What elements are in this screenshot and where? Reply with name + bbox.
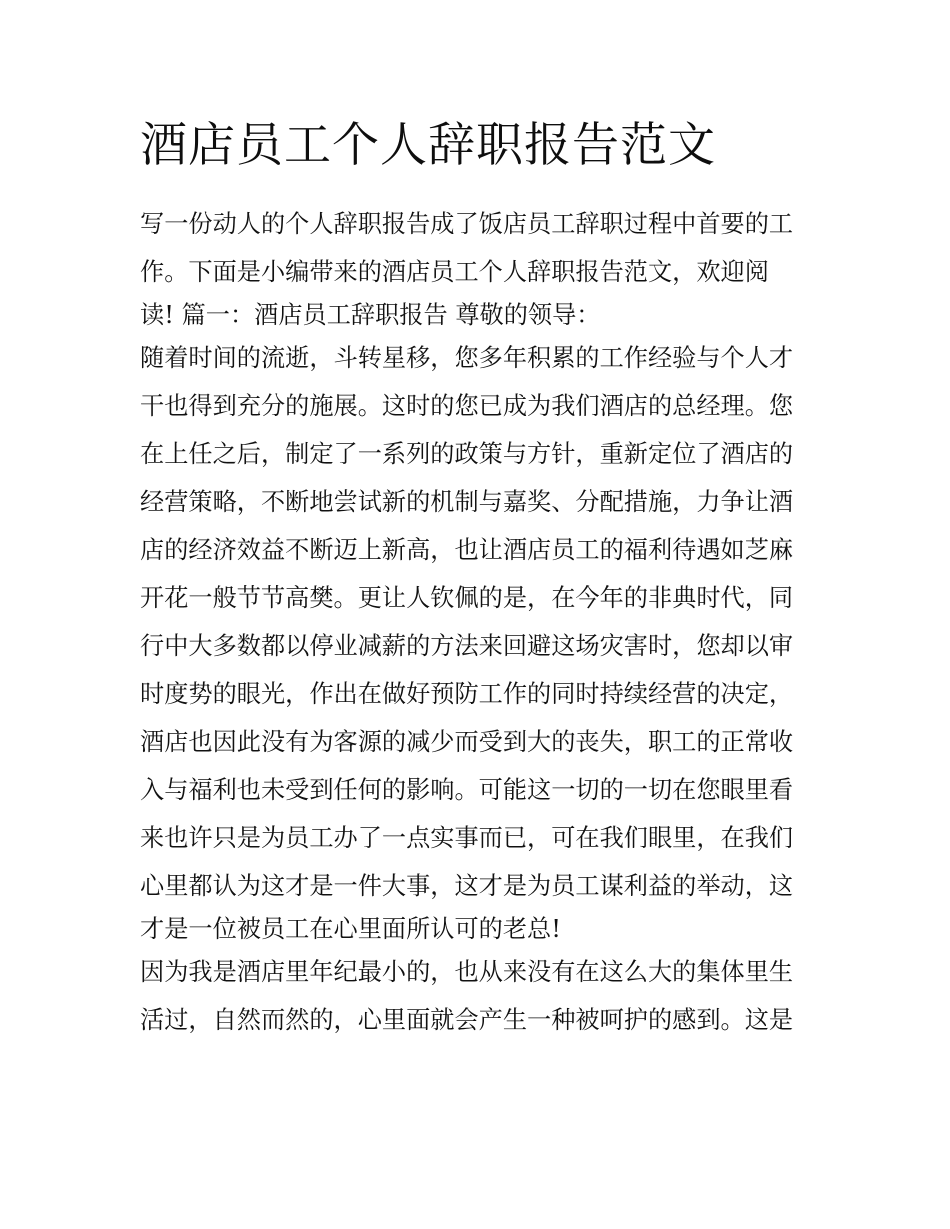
text-line: 因为我是酒店里年纪最小的，也从来没有在这么大的集体里生 <box>140 958 794 986</box>
document-body <box>140 200 820 1044</box>
text-line: 在上任之后，制定了一系列的政策与方针，重新定位了酒店的 <box>140 440 794 468</box>
text-line: 随着时间的流逝，斗转星移，您多年积累的工作经验与个人才 <box>140 344 794 372</box>
text-line: 经营策略，不断地尝试新的机制与嘉奖、分配措施，力争让酒 <box>140 488 794 516</box>
text-line: 时度势的眼光，作出在做好预防工作的同时持续经营的决定， <box>140 680 794 708</box>
text-line: 才是一位被员工在心里面所认可的老总! <box>140 915 561 943</box>
text-line: 干也得到充分的施展。这时的您已成为我们酒店的总经理。您 <box>140 392 794 420</box>
text-line: 入与福利也未受到任何的影响。可能这一切的一切在您眼里看 <box>140 776 794 804</box>
text-line: 行中大多数都以停业减薪的方法来回避这场灾害时，您却以审 <box>140 632 794 660</box>
document-title: 酒店员工个人辞职报告范文 <box>140 118 716 173</box>
text-line: 写一份动人的个人辞职报告成了饭店员工辞职过程中首要的工 <box>140 210 794 238</box>
text-line: 作。下面是小编带来的酒店员工个人辞职报告范文，欢迎阅 <box>140 258 769 286</box>
text-line: 读! 篇一：酒店员工辞职报告 尊敬的领导： <box>140 301 601 329</box>
text-line: 活过，自然而然的，心里面就会产生一种被呵护的感到。这是 <box>140 1006 794 1034</box>
text-line: 来也许只是为员工办了一点实事而已，可在我们眼里，在我们 <box>140 824 794 852</box>
text-line: 心里都认为这才是一件大事，这才是为员工谋利益的举动，这 <box>140 872 794 900</box>
text-line: 开花一般节节高樊。更让人钦佩的是，在今年的非典时代，同 <box>140 584 794 612</box>
text-line: 酒店也因此没有为客源的减少而受到大的丧失，职工的正常收 <box>140 728 794 756</box>
text-line: 店的经济效益不断迈上新高，也让酒店员工的福利待遇如芝麻 <box>140 536 794 564</box>
